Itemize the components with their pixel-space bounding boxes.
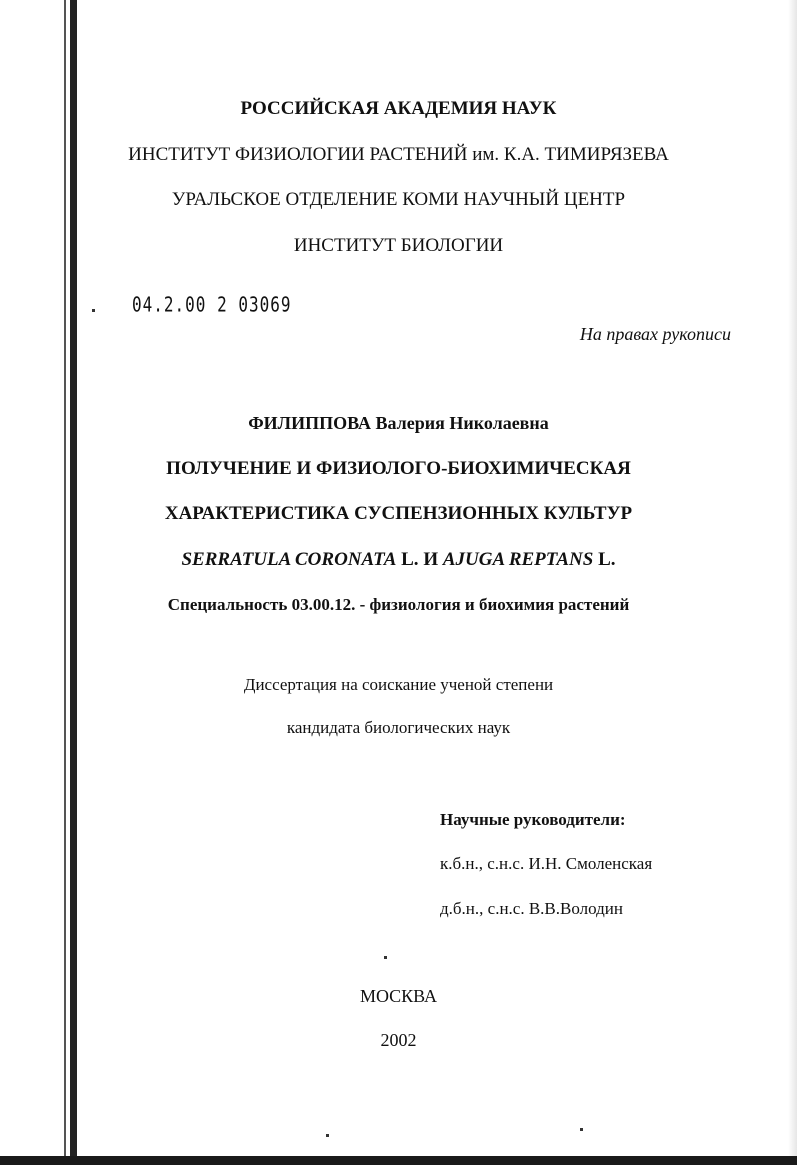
- supervisors-heading: Научные руководители:: [440, 810, 626, 829]
- scan-speck: [92, 309, 95, 312]
- author-line: [0, 413, 797, 434]
- scan-speck: [384, 956, 387, 959]
- department-heading: УРАЛЬСКОЕ ОТДЕЛЕНИЕ КОМИ НАУЧНЫЙ ЦЕНТР: [171, 189, 626, 210]
- title-species-line: [0, 549, 797, 571]
- scan-speck: [326, 1134, 329, 1137]
- manuscript-rights-note: На правах рукописи: [579, 324, 731, 344]
- scan-speck: [580, 1128, 583, 1131]
- scan-bottom-edge: [0, 1156, 797, 1165]
- species-author-1: L.: [401, 549, 419, 570]
- author-name: Валерия Николаевна: [375, 413, 549, 433]
- species-ajuga: AJUGA REPTANS: [442, 549, 594, 570]
- specialty-line: Специальность 03.00.12. - физиология и биохимия растений: [167, 595, 630, 614]
- author-surname: ФИЛИППОВА: [248, 413, 371, 433]
- title-line-1: ПОЛУЧЕНИЕ И ФИЗИОЛОГО-БИОХИМИЧЕСКАЯ: [166, 458, 631, 479]
- library-stamp-number: 04.2.00 2 03069: [132, 292, 292, 317]
- species-serratula: SERRATULA CORONATA: [181, 549, 397, 570]
- institute-heading: ИНСТИТУТ ФИЗИОЛОГИИ РАСТЕНИЙ им. К.А. ТИМИРЯЗЕВА: [128, 144, 669, 165]
- city: МОСКВА: [359, 986, 438, 1006]
- conjunction: И: [423, 549, 439, 570]
- supervisor-1: к.б.н., с.н.с. И.Н. Смоленская: [440, 854, 653, 873]
- dissertation-line-1: Диссертация на соискание ученой степени: [243, 675, 554, 694]
- academy-heading: РОССИЙСКАЯ АКАДЕМИЯ НАУК: [240, 98, 557, 119]
- biology-institute-heading: ИНСТИТУТ БИОЛОГИИ: [293, 235, 504, 256]
- dissertation-line-2: кандидата биологических наук: [286, 718, 511, 737]
- supervisor-2: д.б.н., с.н.с. В.В.Володин: [440, 899, 623, 918]
- year: 2002: [380, 1030, 417, 1050]
- species-author-2: L.: [598, 549, 616, 570]
- title-line-2: ХАРАКТЕРИСТИКА СУСПЕНЗИОННЫХ КУЛЬТУР: [164, 503, 633, 524]
